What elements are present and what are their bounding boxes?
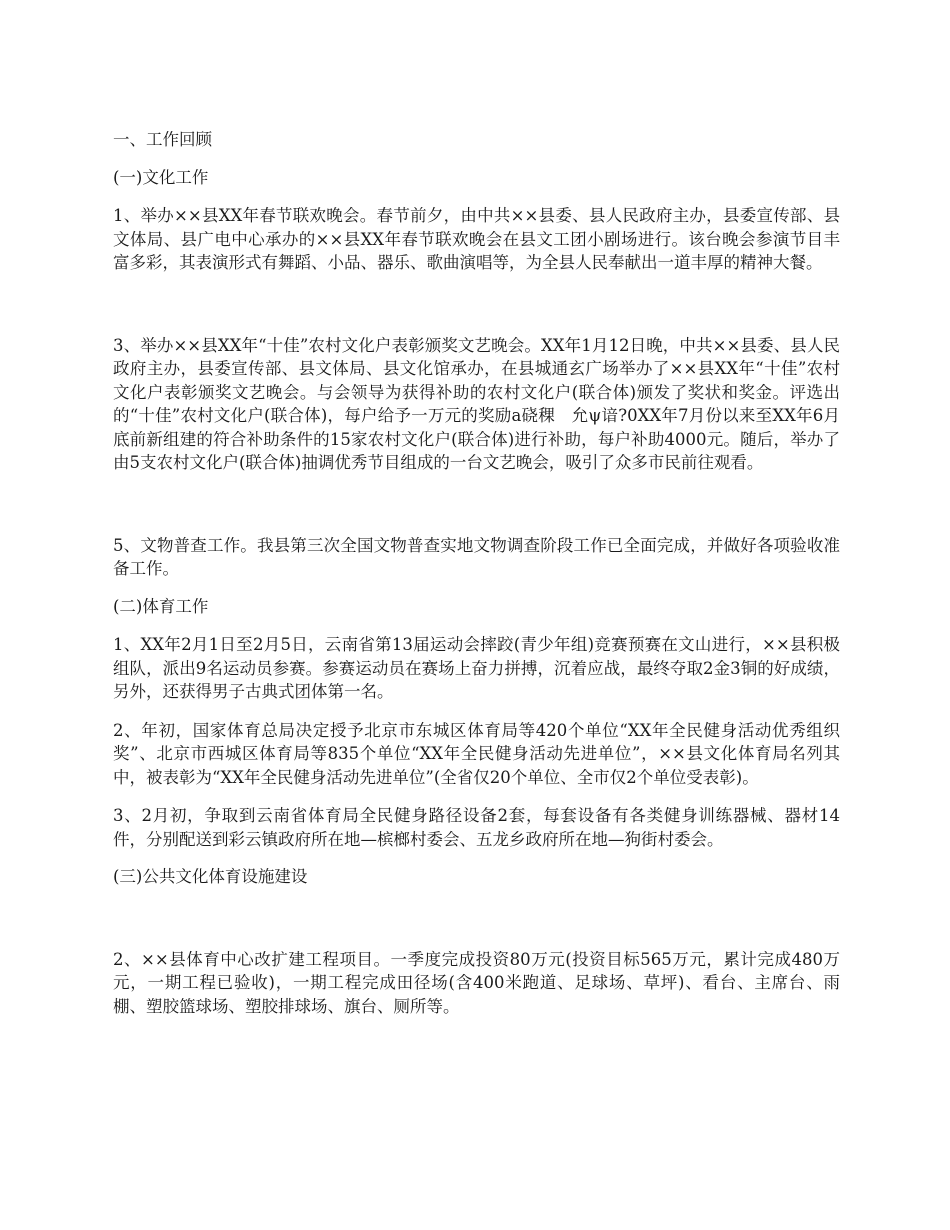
subsection-heading-facilities: (三)公共文化体育设施建设 <box>113 867 308 886</box>
subsection-heading-sports: (二)体育工作 <box>113 596 209 616</box>
paragraph-culture-3: 3、举办××县XX年“十佳”农村文化户表彰颁奖文艺晚会。XX年1月12日晚，中共××县委、县人民政府主办，县委宣传部、县文体局、县文化馆承办，在县城通玄广场举办了××县XX年“十佳”农村文化户表彰颁奖文艺晚会。与会领导为获得补助的农村文化户(联合体)颁发了奖状和奖金。评选出的“十佳”农村文化户(联合体)，每户给予一万元的奖励a硗稞 允ψ谙?0XX年7月份以来至XX年6月底前新组建的符合补助条件的15家农村文化户(联合体)进行补助，每户补助4000元。随后，举办了由5支农村文化户(联合体)抽调优秀节目组成的一台文艺晚会，吸引了众多市民前往观看。 <box>113 335 840 472</box>
paragraph-culture-5: 5、文物普查工作。我县第三次全国文物普查实地文物调查阶段工作已全面完成，并做好各项验收准备工作。 <box>113 535 840 578</box>
paragraph-facilities-2: 2、××县体育中心改扩建工程项目。一季度完成投资80万元(投资目标565万元，累计完成480万元，一期工程已验收)，一期工程完成田径场(含400米跑道、足球场、草坪)、看台、主席台、雨棚、塑胶篮球场、塑胶排球场、旗台、厕所等。 <box>113 949 840 1016</box>
subsection-heading-culture: (一)文化工作 <box>113 167 209 187</box>
paragraph-sports-3: 3、2月初，争取到云南省体育局全民健身路径设备2套，每套设备有各类健身训练器械、器材14件，分别配送到彩云镇政府所在地—槟榔村委会、五龙乡政府所在地—狗街村委会。 <box>113 806 840 849</box>
paragraph-sports-2: 2、年初，国家体育总局决定授予北京市东城区体育局等420个单位“XX年全民健身活动优秀组织奖”、北京市西城区体育局等835个单位“XX年全民健身活动先进单位”，××县文化体育局名列其中，被表彰为“XX年全民健身活动先进单位”(全省仅20个单位、全市仅2个单位受表彰)。 <box>113 720 840 787</box>
paragraph-sports-1: 1、XX年2月1日至2月5日，云南省第13届运动会摔跤(青少年组)竞赛预赛在文山进行，××县积极组队，派出9名运动员参赛。参赛运动员在赛场上奋力拼搏，沉着应战，最终夺取2金3铜的好成绩，另外，还获得男子古典式团体第一名。 <box>113 635 840 701</box>
document-body <box>113 128 840 1018</box>
section-heading-work-review: 一、工作回顾 <box>113 130 212 149</box>
paragraph-culture-1: 1、举办××县XX年春节联欢晚会。春节前夕，由中共××县委、县人民政府主办，县委宣传部、县文体局、县广电中心承办的××县XX年春节联欢晚会在县文工团小剧场进行。该台晚会参演节目丰富多彩，其表演形式有舞蹈、小品、器乐、歌曲演唱等，为全县人民奉献出一道丰厚的精神大餐。 <box>113 206 840 272</box>
